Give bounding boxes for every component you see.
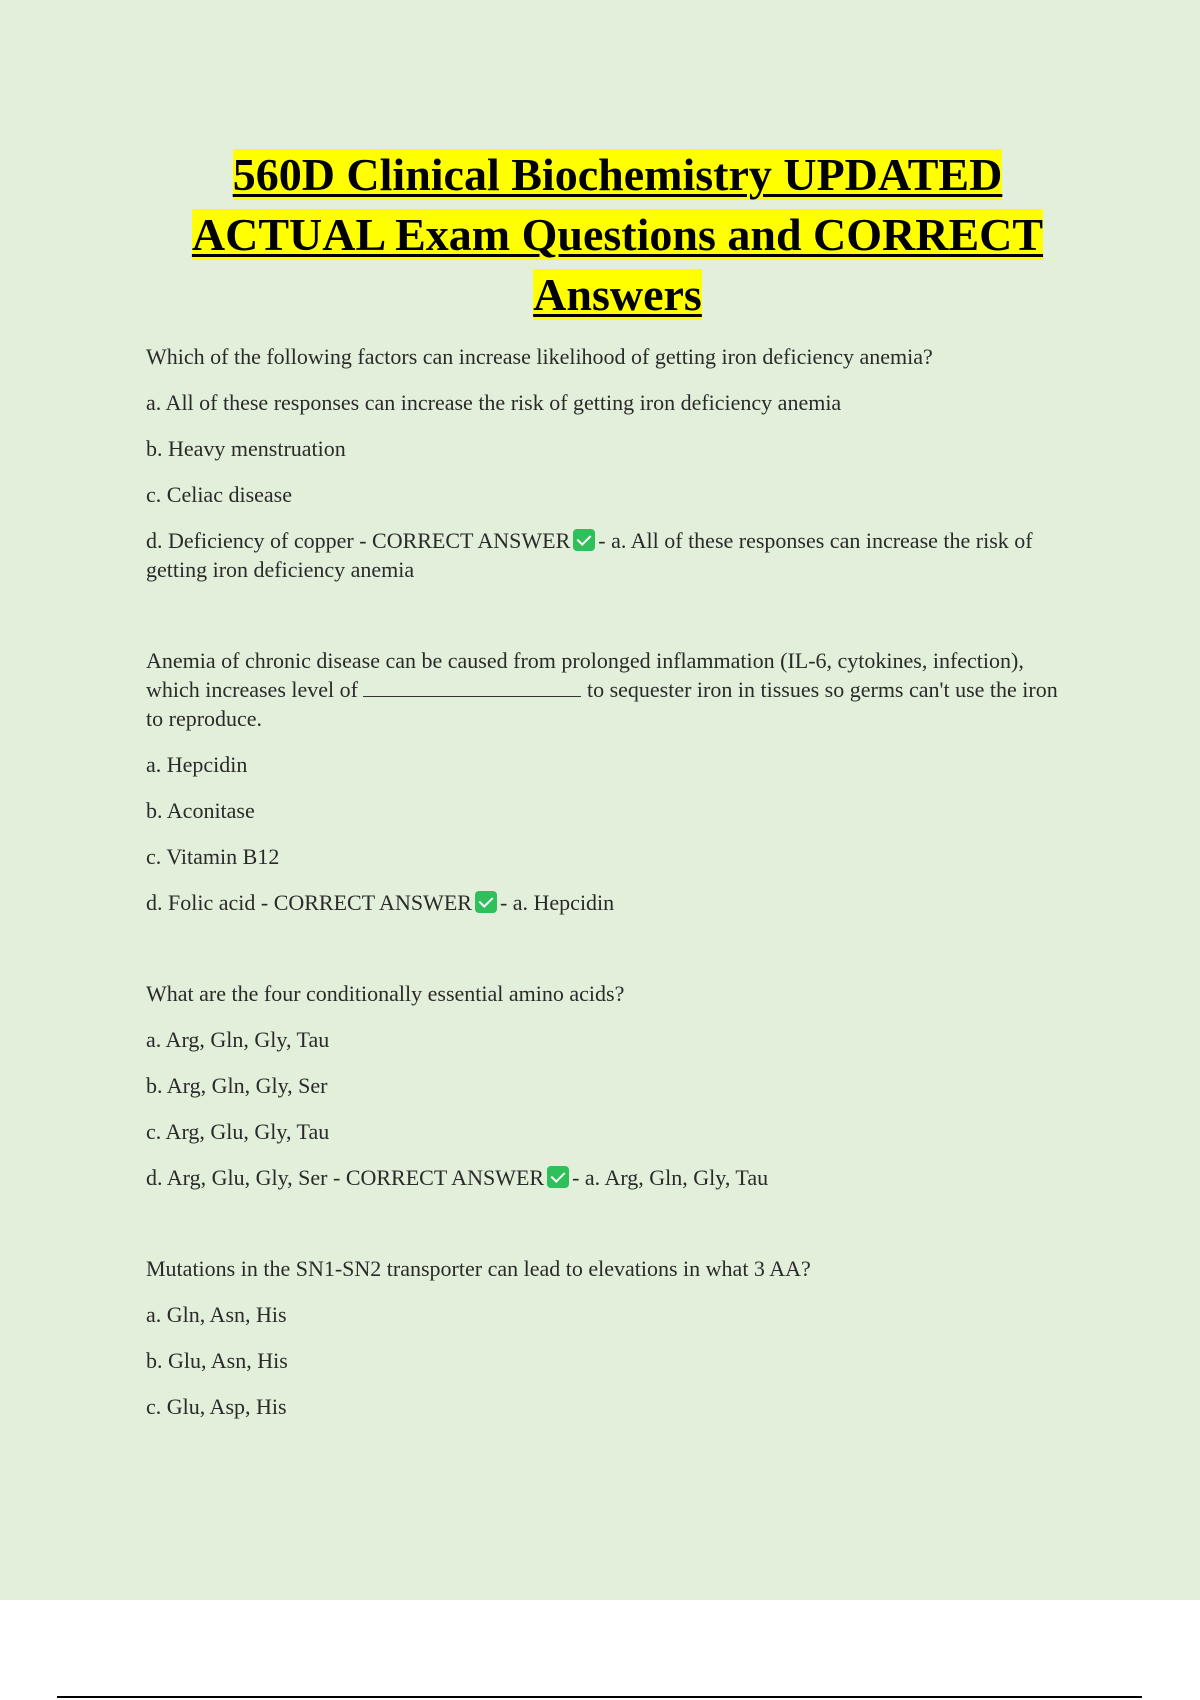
option-c: c. Vitamin B12 (146, 844, 280, 869)
title-line-2: ACTUAL Exam Questions and CORRECT (191, 209, 1044, 260)
question-block-1 (146, 342, 1076, 584)
option-d-with-answer (146, 1163, 1076, 1192)
questions-list (146, 342, 1076, 1438)
correct-answer-label: - CORRECT ANSWER (353, 528, 571, 553)
option-b: b. Heavy menstruation (146, 436, 346, 461)
option-c: c. Glu, Asp, His (146, 1394, 287, 1419)
correct-answer: - a. All of these responses can increase the risk of getting iron deficiency anemia (146, 528, 1033, 582)
check-mark-icon (547, 1166, 569, 1188)
option-d: d. Folic acid (146, 890, 256, 915)
question-text: What are the four conditionally essential amino acids? (146, 981, 625, 1006)
question-text-part-1: Anemia of chronic disease can be caused from prolonged inflammation (IL-6, cytokines, infection), which increases level of (146, 648, 1024, 702)
correct-answer-label: - CORRECT ANSWER (255, 890, 472, 915)
question-block-3 (146, 979, 1076, 1192)
option-c: c. Celiac disease (146, 482, 292, 507)
question-text: Mutations in the SN1-SN2 transporter can lead to elevations in what 3 AA? (146, 1256, 811, 1281)
correct-answer-label: - CORRECT ANSWER (327, 1165, 545, 1190)
option-a: a. Gln, Asn, His (146, 1302, 287, 1327)
document-title (100, 145, 1135, 325)
correct-answer: - a. Hepcidin (499, 890, 615, 915)
check-mark-icon (573, 529, 595, 551)
title-line-1: 560D Clinical Biochemistry UPDATED (232, 149, 1003, 200)
option-a: a. All of these responses can increase the risk of getting iron deficiency anemia (146, 390, 842, 415)
question-text: Which of the following factors can increase likelihood of getting iron deficiency anemia? (146, 344, 933, 369)
fill-in-blank (363, 678, 581, 697)
footer-divider (57, 1696, 1142, 1698)
question-block-4 (146, 1254, 1076, 1421)
option-b: b. Aconitase (146, 798, 255, 823)
question-text-part-2: to sequester iron in tissues so germs can't use the iron to reproduce. (146, 677, 1058, 731)
option-d-with-answer (146, 888, 1076, 917)
option-d-with-answer (146, 526, 1076, 584)
option-d: d. Arg, Glu, Gly, Ser (146, 1165, 328, 1190)
option-b: b. Glu, Asn, His (146, 1348, 288, 1373)
option-a: a. Arg, Gln, Gly, Tau (146, 1027, 330, 1052)
title-line-3: Answers (533, 269, 702, 320)
check-mark-icon (475, 891, 497, 913)
option-d: d. Deficiency of copper (146, 528, 354, 553)
option-a: a. Hepcidin (146, 752, 248, 777)
option-c: c. Arg, Glu, Gly, Tau (146, 1119, 330, 1144)
question-text (146, 646, 1076, 733)
question-block-2 (146, 646, 1076, 917)
option-b: b. Arg, Gln, Gly, Ser (146, 1073, 328, 1098)
correct-answer: - a. Arg, Gln, Gly, Tau (572, 1165, 769, 1190)
